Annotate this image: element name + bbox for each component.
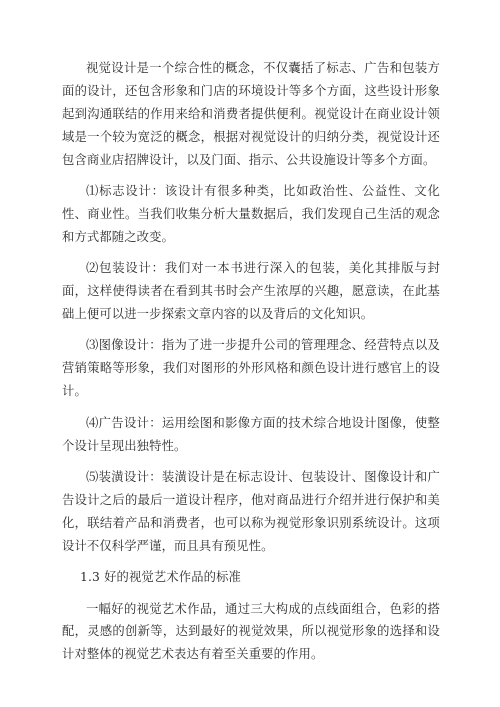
image-design-paragraph: ⑶图像设计：指为了进一步提升公司的管理理念、经营特点以及营销策略等形象，我们对图形的外形风格和颜色设计进行感官上的设计。 <box>62 338 440 399</box>
advertising-design-paragraph: ⑷广告设计：运用绘图和影像方面的技术综合地设计图像，使整个设计呈现出独特性。 <box>62 415 440 453</box>
section-heading: 1.3 好的视觉艺术作品的标准 <box>80 570 241 585</box>
document-body <box>62 57 440 675</box>
packaging-design-paragraph: ⑵包装设计：我们对一本书进行深入的包装，美化其排版与封面，这样使得读者在看到其书时会产生浓厚的兴趣，愿意读，在此基础上便可以进一步探索文章内容的以及背后的文化知识。 <box>62 261 440 322</box>
logo-design-paragraph: ⑴标志设计：该设计有很多种类，比如政治性、公益性、文化性、商业性。当我们收集分析大量数据后，我们发现自己生活的观念和方式都随之改变。 <box>62 184 440 244</box>
closing-paragraph: 一幅好的视觉艺术作品，通过三大构成的点线面组合，色彩的搭配，灵感的创新等，达到最好的视觉效果，所以视觉形象的选择和设计对整体的视觉艺术表达有着至关重要的作用。 <box>62 601 440 662</box>
intro-paragraph: 视觉设计是一个综合性的概念，不仅囊括了标志、广告和包装方面的设计，还包含形象和门店的环境设计等多个方面，这些设计形象起到沟通联结的作用来给和消费者提供便利。视觉设计在商业设计领域是一个较为宽泛的概念，根据对视觉设计的归纳分类，视觉设计还包含商业店招牌设计，以及门面、指示、公共设施设计等多个方面。 <box>62 61 440 167</box>
decoration-design-paragraph: ⑸装潢设计：装潢设计是在标志设计、包装设计、图像设计和广告设计之后的最后一道设计程序，他对商品进行介绍并进行保护和美化，联结着产品和消费者，也可以称为视觉形象识别系统设计。这项设计不仅科学严谨，而且具有预见性。 <box>62 470 440 553</box>
